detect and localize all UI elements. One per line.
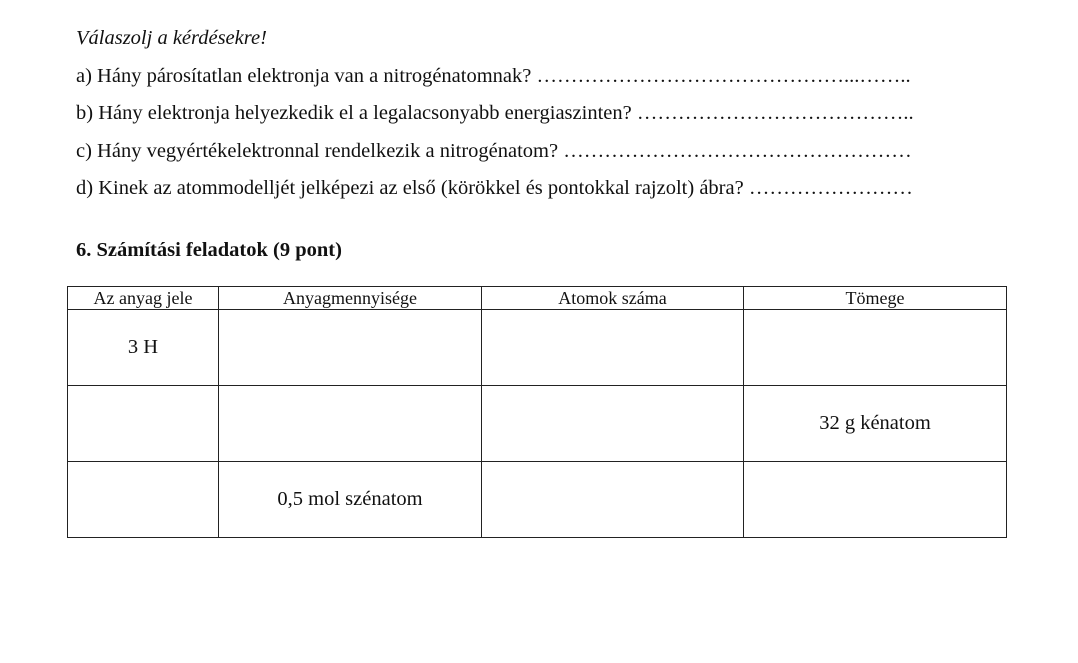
question-c: c) Hány vegyértékelektronnal rendelkezik a nitrogénatom? …………………………………………… — [76, 140, 912, 162]
table-header-row — [68, 287, 1007, 310]
table-cell[interactable] — [68, 462, 219, 538]
table-row — [68, 462, 1007, 538]
table-cell[interactable] — [744, 310, 1007, 386]
question-a: a) Hány párosítatlan elektronja van a nitrogénatomnak? ………………………………………...…….. — [76, 65, 911, 87]
question-d: d) Kinek az atommodelljét jelképezi az első (körökkel és pontokkal rajzolt) ábra? …………………… — [76, 177, 913, 199]
header-amount-of-substance: Anyagmennyisége — [219, 287, 482, 310]
question-b: b) Hány elektronja helyezkedik el a legalacsonyabb energiaszinten? ………………………………….. — [76, 102, 914, 124]
section-title: 6. Számítási feladatok (9 pont) — [76, 239, 342, 261]
header-mass: Tömege — [744, 287, 1007, 310]
table-cell[interactable] — [219, 310, 482, 386]
calculation-table — [67, 286, 1007, 538]
table-cell[interactable]: 0,5 mol szénatom — [219, 462, 482, 538]
table-cell[interactable]: 3 H — [68, 310, 219, 386]
header-number-of-atoms: Atomok száma — [482, 287, 744, 310]
table-cell[interactable] — [744, 462, 1007, 538]
table-cell[interactable]: 32 g kénatom — [744, 386, 1007, 462]
table-row — [68, 386, 1007, 462]
table-cell[interactable] — [482, 310, 744, 386]
table-cell[interactable] — [219, 386, 482, 462]
table-cell[interactable] — [482, 462, 744, 538]
header-substance-symbol: Az anyag jele — [68, 287, 219, 310]
instruction-heading: Válaszolj a kérdésekre! — [76, 27, 267, 49]
table-cell[interactable] — [482, 386, 744, 462]
table-row — [68, 310, 1007, 386]
table-cell[interactable] — [68, 386, 219, 462]
